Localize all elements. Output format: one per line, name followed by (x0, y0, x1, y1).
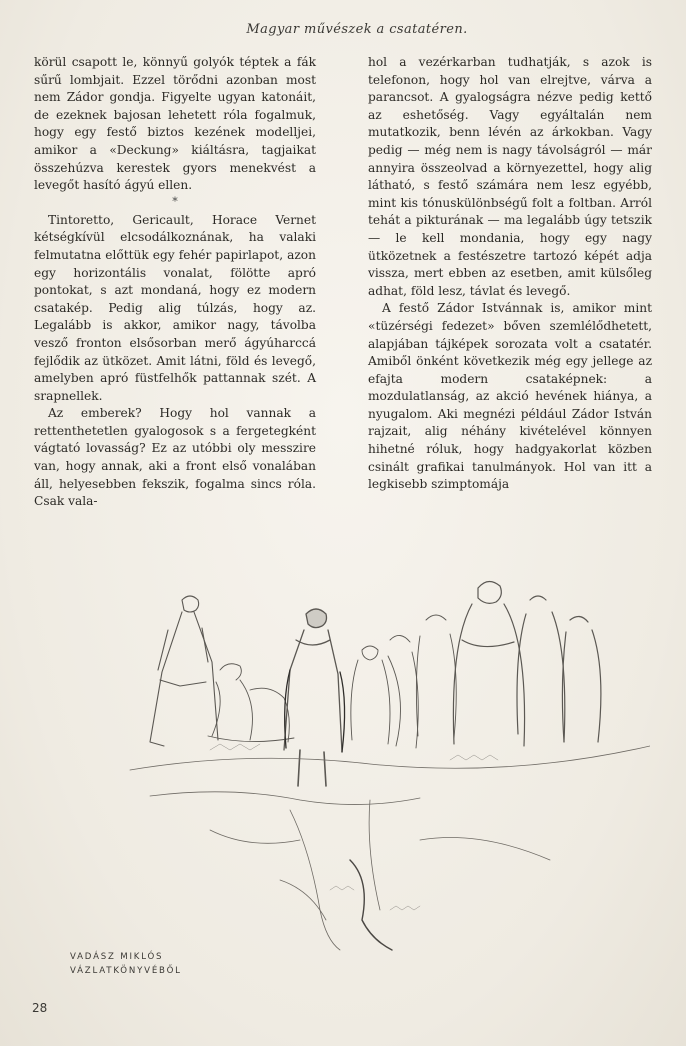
sketch-figure-group-middle (351, 615, 456, 748)
sketch-shading (210, 744, 498, 910)
sketch-figure-right (453, 581, 601, 746)
illustration-caption (70, 951, 182, 978)
left-paragraph-3: Az emberek? Hogy hol vannak a rettenthetetlen gyalogosok s a fergetegként vágtató lovasság? Ez az utóbbi oly messzire van, hogy annak, aki a front első vonalában áll, helyesebben fekszik, fogalma sincs róla. Csak vala- (34, 406, 316, 509)
section-separator: * (172, 194, 178, 208)
soldiers-sketch (90, 560, 650, 960)
left-paragraph-2: Tintoretto, Gericault, Horace Vernet kétségkívül elcsodálkoznának, ha valaki felmutatna előttük egy fehér papirlapot, azon egy horizontális vonalat, fölötte apró pontokat, s azt mondaná, hogy ez modern csatakép. Pedig alig túlzás, hogy az. Legalább is akkor, amikor nagy, távolba vesző fronton elsősorban merő ágyúharccá fejlődik az ütközet. Amit látni, föld és levegő, amelyben apró füstfelhők pattannak szét. A srapnellek. (34, 212, 316, 403)
running-title: Magyar művészek a csatatéren. (246, 22, 468, 37)
sketch-figure-group-left (208, 664, 294, 742)
right-paragraph-2: A festő Zádor Istvánnak is, amikor mint «tüzérségi fedezet» bőven szemlélődhetett, alapjában tájképek sorozata volt a csatatér. Amiből önként következik még egy jellege az efajta modern csataképnek: a mozdulatlanság, az akció hevének hiánya, a nyugalom. Aki megnézi például Zádor István rajzait, alig néhány kivételével könnyen hihetné róluk, hogy hadgyakorlat közben csinált grafikai tanulmányok. Hol van itt a legkisebb szimptomája (368, 301, 652, 492)
page-number: 28 (32, 1001, 48, 1015)
right-paragraph-1: hol a vezérkarban tudhatják, s azok is telefonon, hogy hol van elrejtve, várva a parancsot. A gyalogságra nézve pedig kettő az eshetőség. Vagy egyáltalán nem mutatkozik, benn lévén az árkokban. Vagy pedig — még nem is nagy távolságról — már annyira összeolvad a környezettel, hogy alig látható, s festő számára nem lesz egyébb, mint kis tónuskülönbségű folt a foltban. Arról tehát a pikturának — ma legalább úgy tetszik — le kell mondania, hogy egy nagy ütközetnek a festészetre tartozó képét adja vissza, mert ebben az esetben, amit külsőleg adhat, föld lesz, távlat és levegő. (368, 55, 652, 298)
right-text-column (368, 54, 652, 494)
pencil-sketch-illustration (90, 560, 650, 960)
caption-artist: VADÁSZ MIKLÓS (70, 952, 164, 962)
left-text-column (34, 54, 316, 511)
left-paragraph-1: körül csapott le, könnyű golyók téptek a fák sűrű lombjait. Ezzel törődni azonban most nem Zádor gondja. Figyelte ugyan katonáit, de ezeknek bajosan lehetett róla fogalmuk, hogy egy festő biztos kezének modelljei, amikor a «Deckung» kiáltásra, tagjaikat összehúzva kerestek gyors menekvést a levegőt hasító ágyú ellen. (34, 55, 316, 193)
sketch-figure-left (150, 596, 218, 746)
caption-source: VÁZLATKÖNYVÉBŐL (70, 965, 182, 976)
sketch-ground (130, 746, 650, 950)
